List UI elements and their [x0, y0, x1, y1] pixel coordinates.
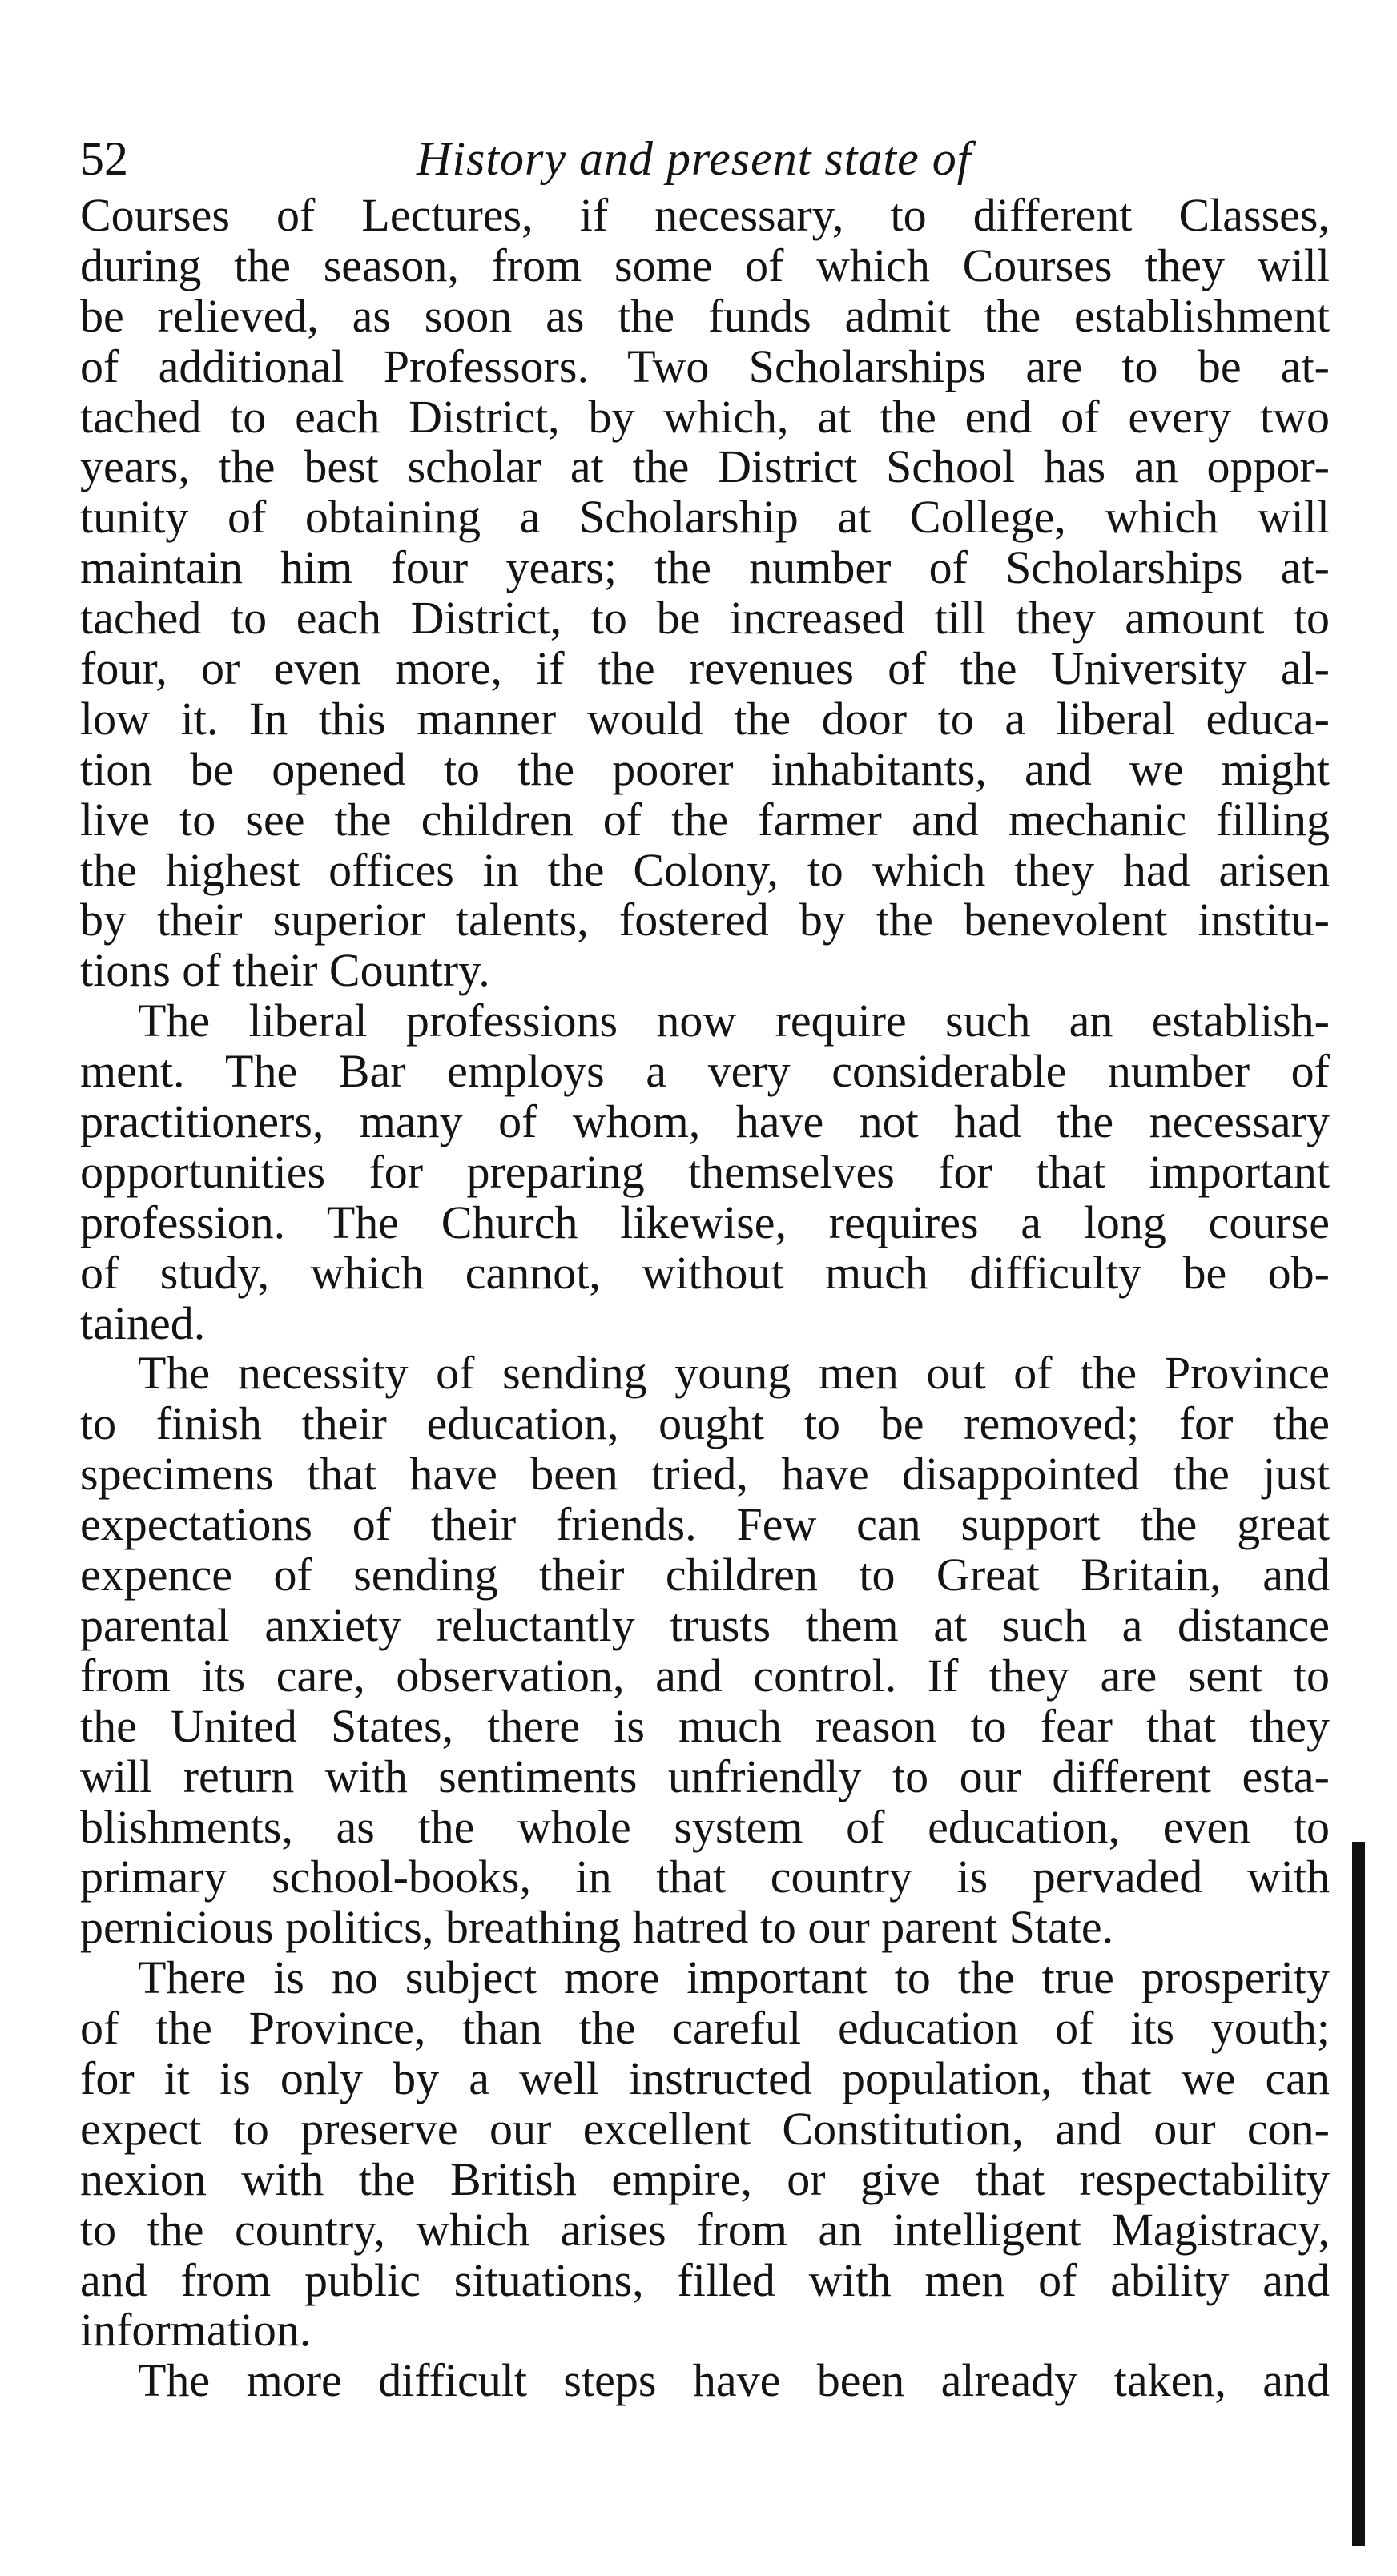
text-line: There is no subject more important to the true prosperity [138, 1951, 1330, 2004]
text-line: tached to each District, by which, at the end of every two [80, 390, 1330, 443]
text-line: nexion with the British empire, or give that respectability [80, 2152, 1330, 2205]
text-line: the highest offices in the Colony, to which they had arisen [80, 843, 1330, 896]
text-line: tions of their Country. [80, 944, 490, 997]
text-line: opportunities for preparing themselves for that important [80, 1145, 1330, 1198]
text-line: The more difficult steps have been already taken, and [138, 2354, 1330, 2407]
text-line: during the season, from some of which Courses they will [80, 239, 1330, 291]
text-line: Courses of Lectures, if necessary, to different Classes, [80, 189, 1330, 241]
text-line: to finish their education, ought to be removed; for the [80, 1397, 1330, 1450]
text-line: parental anxiety reluctantly trusts them at such a distance [80, 1598, 1330, 1651]
text-line: the United States, there is much reason to fear that they [80, 1699, 1330, 1752]
text-line: will return with sentiments unfriendly to our different esta- [80, 1750, 1330, 1802]
text-line: primary school-books, in that country is pervaded with [80, 1851, 1330, 1903]
text-line: tached to each District, to be increased till they amount to [80, 592, 1330, 645]
text-line: of additional Professors. Two Scholarships are to be at- [80, 340, 1330, 392]
text-line: expectations of their friends. Few can support the great [80, 1498, 1330, 1551]
text-line: specimens that have been tried, have disappointed the just [80, 1448, 1330, 1501]
text-line: live to see the children of the farmer and mechanic filling [80, 793, 1330, 846]
text-line: years, the best scholar at the District School has an oppor- [80, 440, 1330, 493]
text-line: tained. [80, 1296, 206, 1349]
text-line: by their superior talents, fostered by the benevolent institu- [80, 894, 1330, 946]
body-text [80, 191, 1330, 2406]
text-line: The liberal professions now require such an establish- [138, 995, 1330, 1047]
text-line: pernicious politics, breathing hatred to our parent State. [80, 1901, 1114, 1954]
text-line: tunity of obtaining a Scholarship at College, which will [80, 491, 1330, 544]
text-line: maintain him four years; the number of Scholarships at- [80, 541, 1330, 594]
page-number: 52 [80, 132, 128, 185]
text-line: low it. In this manner would the door to a liberal educa- [80, 692, 1330, 745]
text-line: expence of sending their children to Great Britain, and [80, 1549, 1330, 1601]
text-line: blishments, as the whole system of education, even to [80, 1800, 1330, 1853]
text-line: of the Province, than the careful education of its youth; [80, 2002, 1330, 2055]
text-line: of study, which cannot, without much difficulty be ob- [80, 1246, 1330, 1299]
text-line: practitioners, many of whom, have not had the necessary [80, 1095, 1330, 1148]
running-head: History and present state of [417, 132, 972, 185]
text-line: profession. The Church likewise, requires a long course [80, 1196, 1330, 1248]
text-line: four, or even more, if the revenues of the University al- [80, 642, 1330, 695]
text-line: information. [80, 2304, 312, 2357]
text-line: expect to preserve our excellent Constitution, and our con- [80, 2102, 1330, 2155]
text-line: be relieved, as soon as the funds admit the establishment [80, 289, 1330, 342]
text-line: The necessity of sending young men out of the Province [138, 1347, 1330, 1400]
text-line: and from public situations, filled with men of ability and [80, 2253, 1330, 2306]
text-line: tion be opened to the poorer inhabitants, and we might [80, 742, 1330, 795]
text-line: from its care, observation, and control. If they are sent to [80, 1649, 1330, 1702]
text-line: to the country, which arises from an intelligent Magistracy, [80, 2203, 1330, 2256]
text-line: for it is only by a well instructed population, that we can [80, 2052, 1330, 2104]
page-edge-shadow [1352, 1842, 1365, 2546]
page-header [80, 127, 1330, 191]
text-line: ment. The Bar employs a very considerable number of [80, 1045, 1330, 1098]
